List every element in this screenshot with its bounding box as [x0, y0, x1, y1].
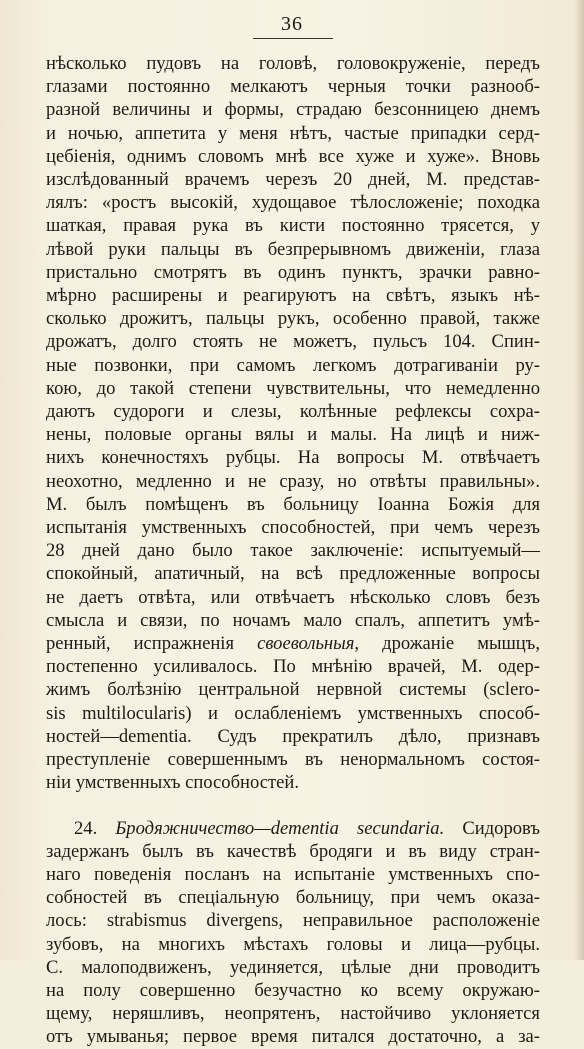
text-line: лось: strabismus divergens, неправильное расположеніе	[46, 910, 540, 932]
text-line: нены, половые органы вялы и малы. На лицѣ и ниж-	[46, 424, 540, 446]
text-line: кою, до такой степени чувствительны, что немедленно	[46, 377, 540, 399]
page-number: 36	[281, 13, 303, 35]
text-line: собностей въ спеціальную больницу, при чемъ оказа-	[46, 887, 540, 909]
text-line: изслѣдованный врачемъ черезъ 20 дней, М. представ-	[46, 169, 540, 191]
text-line: смысла и связи, по ночамъ мало спалъ, аппетитъ умѣ-	[46, 609, 540, 631]
text-line: постепенно усиливалось. По мнѣнію врачей, М. одер-	[46, 656, 540, 678]
text-line: нихъ конечностяхъ рубцы. На вопросы М. отвѣчаетъ	[46, 447, 540, 469]
text-fragment: Сидоровъ	[444, 817, 540, 839]
text-line: глазами постоянно мелкаютъ черныя точки разнооб-	[46, 76, 540, 98]
text-line: зубовъ, на многихъ мѣстахъ головы и лица—рубцы.	[46, 933, 540, 955]
text-line: лялъ: «ростъ высокій, худощавое тѣлосложеніе; походка	[46, 192, 540, 214]
text-line: на полу совершенно безучастно ко всему окружаю-	[46, 979, 540, 1001]
case-title: Бродяжничество—dementia secundaria.	[115, 817, 445, 839]
text-line: сколько дрожитъ, пальцы рукъ, особенно правой, также	[46, 308, 540, 330]
text-line: пристально смотрятъ въ одинъ пунктъ, зрачки равно-	[46, 261, 540, 283]
page-edge-shadow	[574, 0, 584, 960]
text-line: испытанія умственныхъ способностей, при чемъ черезъ	[46, 517, 540, 539]
italic-word: своевольныя	[257, 633, 355, 655]
text-line: нѣсколько пудовъ на головѣ, головокруженіе, передъ	[46, 53, 540, 74]
text-line: мѣрно расширены и реагируютъ на свѣтъ, языкъ нѣ-	[46, 285, 540, 307]
text-line: задержанъ былъ въ качествѣ бродяги и въ виду стран-	[46, 840, 540, 862]
text-line: sis multilocularis) и ослабленіемъ умственныхъ способ-	[46, 702, 540, 724]
text-line: отъ умыванья; первое время питался достаточно, а за-	[46, 1026, 540, 1048]
text-line: дрожатъ, долго стоять не можетъ, пульсъ 104. Спин-	[46, 331, 540, 353]
text-line: щему, неряшливъ, неопрятенъ, настойчиво уклоняется	[46, 1003, 540, 1025]
text-line: М. былъ помѣщенъ въ больницу Іоанна Божія для	[46, 493, 540, 515]
text-line: преступленіе совершеннымъ въ ненормальномъ состоя-	[46, 749, 540, 771]
text-fragment: , дрожаніе мышцъ,	[354, 633, 541, 655]
paragraph-1	[46, 52, 540, 795]
paragraph-gap	[46, 795, 540, 817]
text-line: ніи умственныхъ способностей.	[46, 772, 299, 794]
text-line: жимъ болѣзнію центральной нервной системы (sclero-	[46, 679, 540, 701]
case-number: 24.	[74, 817, 98, 839]
body-text	[46, 52, 540, 1049]
text-line: спокойный, апатичный, на всѣ предложенные вопросы	[46, 563, 540, 585]
text-line: даютъ судороги и слезы, колѣнные рефлексы сохра-	[46, 401, 540, 423]
text-fragment: ренный, испражненія	[46, 633, 258, 655]
paragraph-2	[46, 817, 540, 1049]
text-line: неохотно, медленно и не сразу, но отвѣты правильны».	[46, 470, 540, 492]
text-line: разной величины и формы, страдаю безсонницею днемъ	[46, 99, 540, 121]
text-line: и ночью, аппетита у меня нѣтъ, частые припадки серд-	[46, 122, 540, 144]
text-line: шаткая, правая рука въ кисти постоянно трясется, у	[46, 215, 540, 237]
text-line: ные позвонки, при самомъ легкомъ дотрагиваніи ру-	[46, 354, 540, 376]
header-rule	[253, 38, 333, 39]
text-line: 28 дней дано было такое заключеніе: испытуемый—	[46, 540, 540, 562]
text-line: не даетъ отвѣта, или отвѣчаетъ нѣсколько словъ безъ	[46, 586, 540, 608]
text-line: цебіенія, однимъ словомъ мнѣ все хуже и хуже». Вновь	[46, 145, 540, 167]
text-line: лѣвой руки пальцы въ безпрерывномъ движеніи, глаза	[46, 238, 540, 260]
text-line: наго поведенія посланъ на испытаніе умственныхъ спо-	[46, 863, 540, 885]
text-line-mixed	[46, 632, 540, 655]
text-line: С. малоподвиженъ, уединяется, цѣлые дни проводитъ	[46, 956, 540, 978]
case-heading-line	[46, 817, 540, 840]
text-line: ностей—dementia. Судъ прекратилъ дѣло, признавъ	[46, 725, 540, 747]
